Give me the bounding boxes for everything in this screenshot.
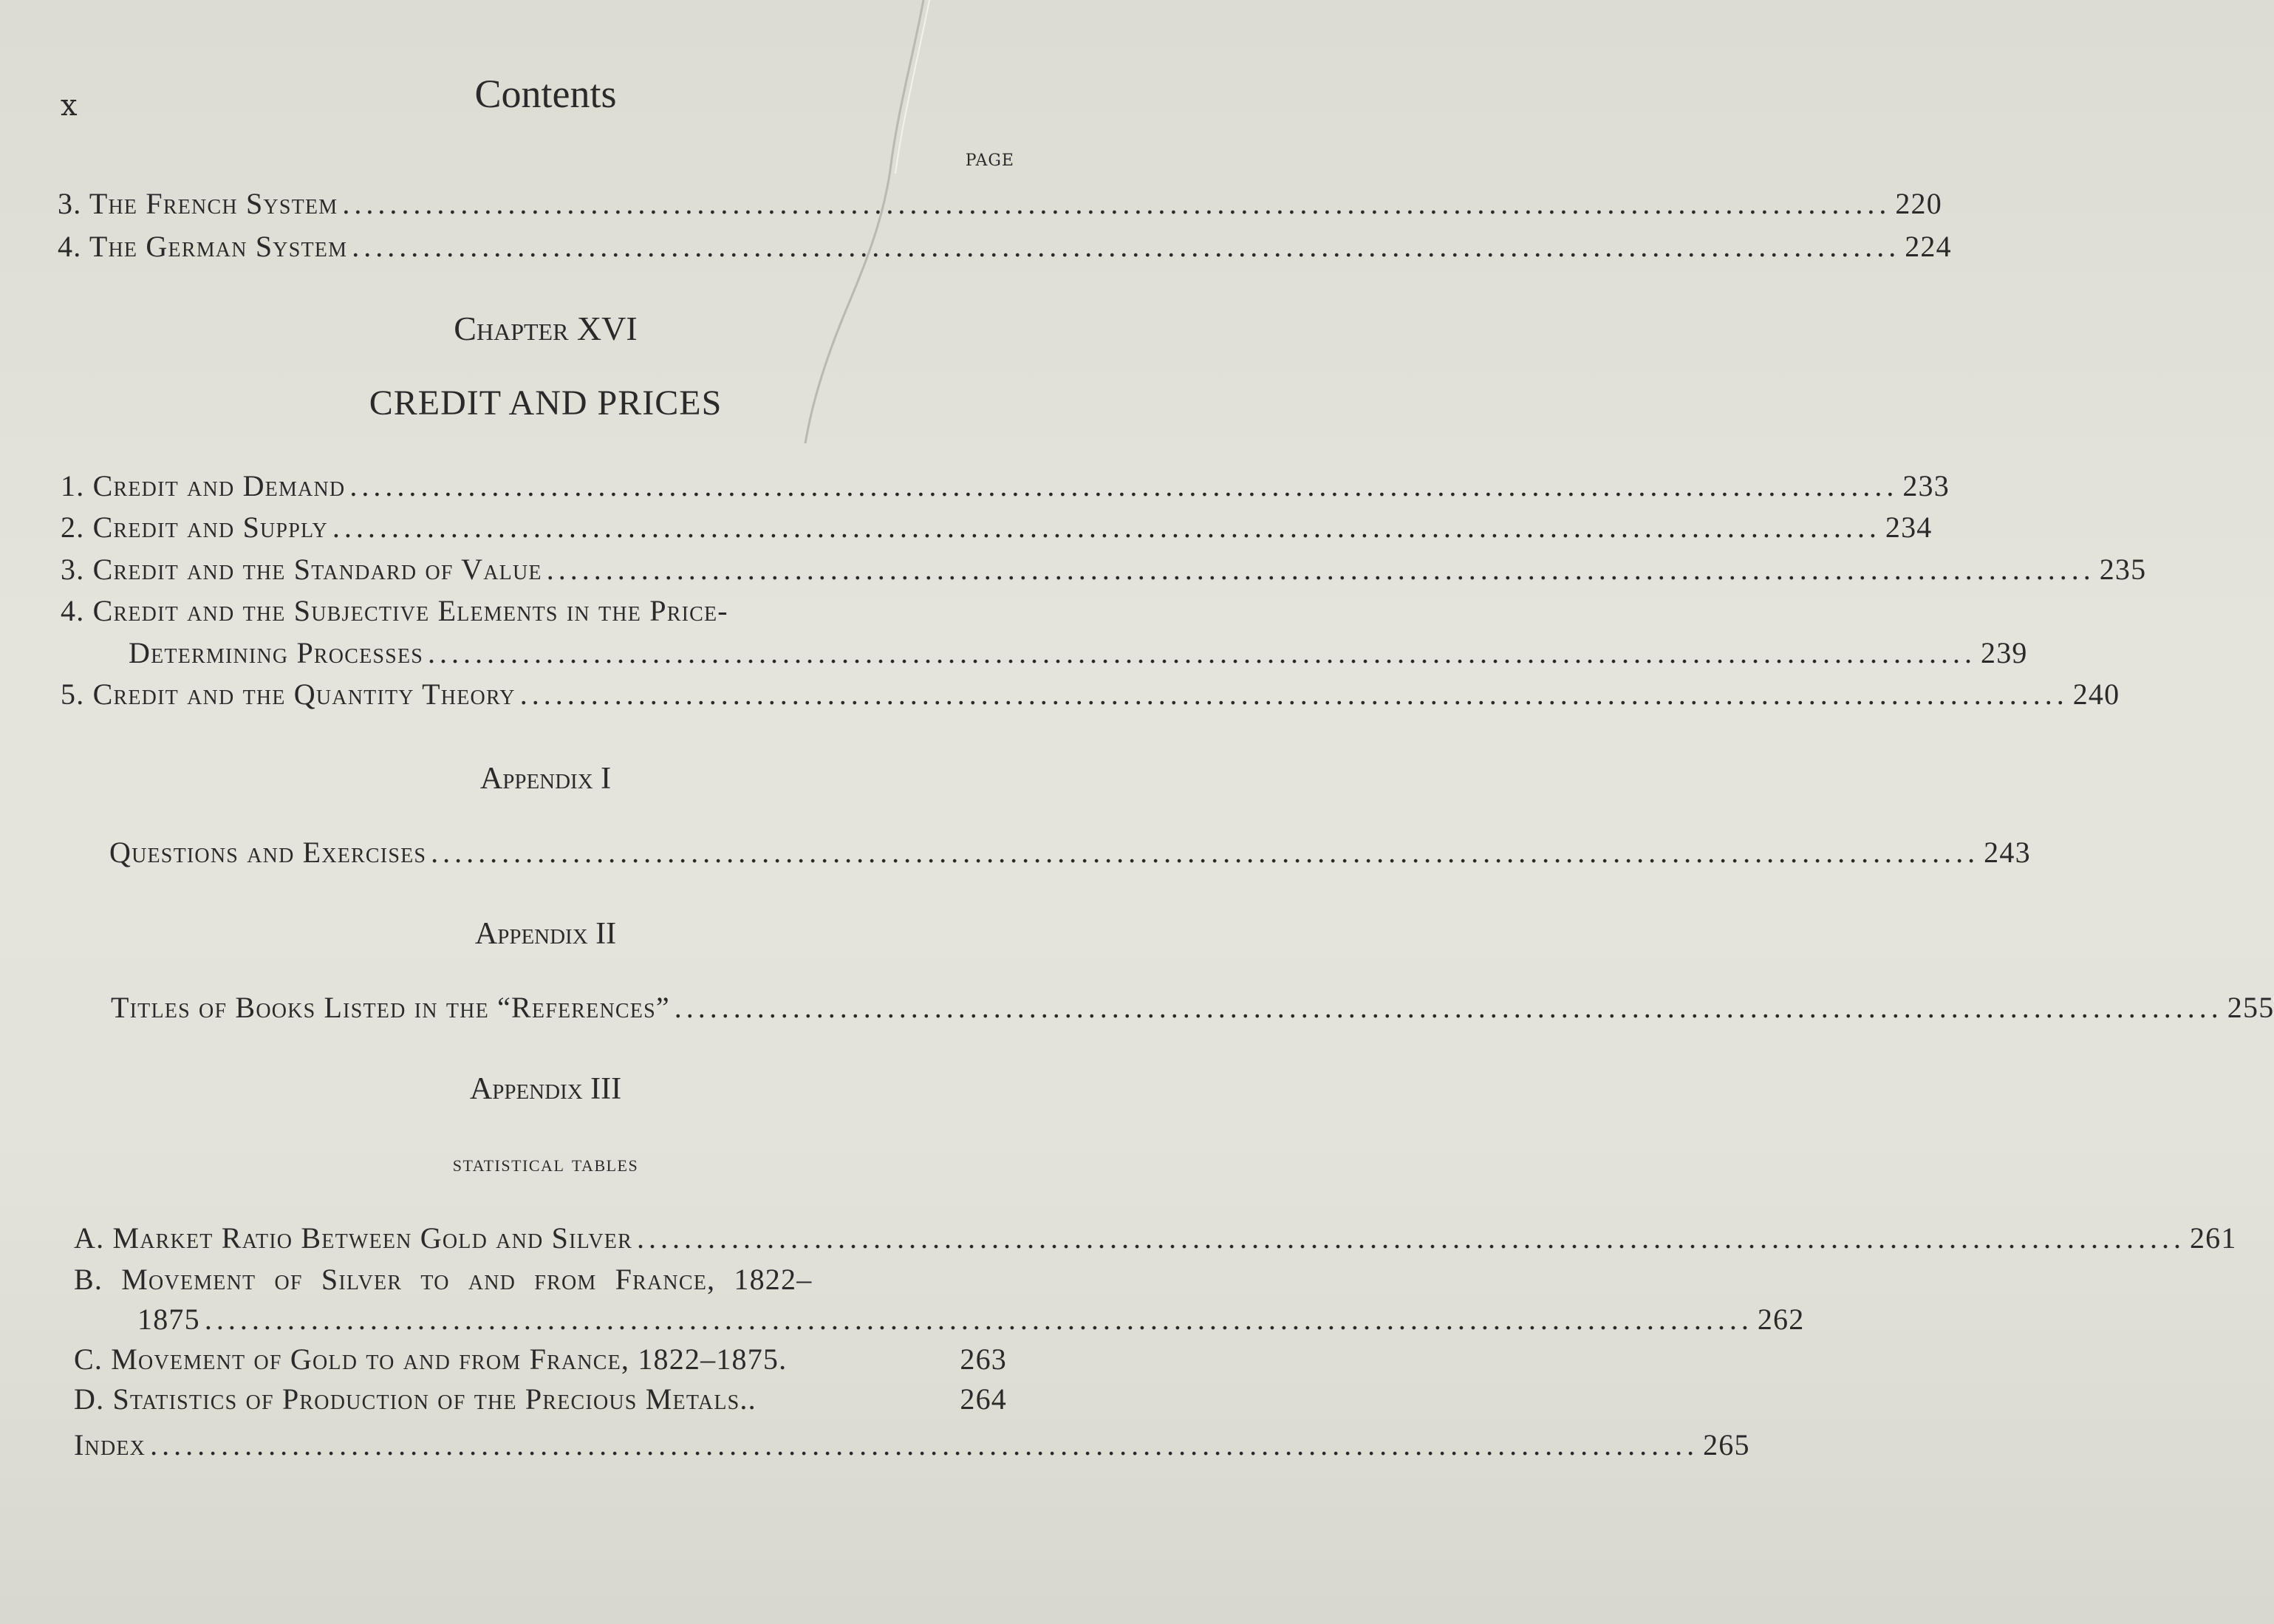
entry-label-line2: 1875 [137, 1303, 200, 1336]
entry-label: 3. Credit and the Standard of Value [61, 553, 542, 586]
entry-page: 239 [1981, 636, 2028, 669]
dot-leader: ................................................................................................................................... [352, 230, 1901, 263]
entry-label: Index [74, 1428, 146, 1461]
appendix-3-subheading: statistical tables [452, 1150, 639, 1176]
toc-entry [129, 635, 2028, 670]
entry-page: 264 [960, 1382, 1007, 1416]
entry-label: A. Market Ratio Between Gold and Silver [74, 1221, 632, 1255]
dot-leader: ................................................................................................................................... [674, 991, 2223, 1024]
toc-entry [74, 1342, 1007, 1376]
entry-page: 263 [960, 1342, 1007, 1376]
dot-leader: ................................................................................................................................... [519, 678, 2069, 711]
toc-entry [61, 677, 2120, 712]
dot-leader: ................................................................................................................................... [636, 1221, 2185, 1255]
appendix-2-label: Appendix II [474, 917, 617, 951]
chapter-label: Chapter XVI [454, 310, 638, 347]
entry-label: 3. The French System [58, 187, 338, 220]
entry-label: Questions and Exercises [109, 836, 427, 869]
toc-entry [61, 468, 1950, 503]
entry-page: 235 [2099, 553, 2147, 586]
dot-leader: ................................................................................................................................... [150, 1428, 1699, 1461]
toc-entry [74, 1221, 2237, 1255]
dot-leader: ................................................................................................................................... [546, 553, 2095, 586]
entry-page: 255 [2227, 991, 2274, 1024]
entry-page: 220 [1895, 187, 1942, 220]
dot-leader: ................................................................................................................................... [428, 636, 1977, 669]
running-head: Contents [474, 72, 617, 116]
entry-page: 233 [1902, 469, 1950, 502]
entry-page: 234 [1885, 511, 1933, 544]
entry-label: D. Statistics of Production of the Precious Metals.. [74, 1382, 757, 1416]
folio-number: x [61, 89, 78, 123]
dot-leader: ................................................................................................................................... [349, 469, 1899, 502]
entry-label: 5. Credit and the Quantity Theory [61, 678, 516, 711]
entry-label: 4. The German System [58, 230, 348, 263]
entry-page: 262 [1757, 1303, 1805, 1336]
toc-entry [137, 1302, 1805, 1337]
dot-leader: ................................................................................................................................... [342, 187, 1891, 220]
appendix-1-label: Appendix I [479, 762, 612, 796]
toc-entry [58, 186, 1942, 221]
toc-entry [74, 1427, 1750, 1462]
page-column-label: page [965, 145, 1014, 171]
entry-label-line1: B. Movement of Silver to and from France, 1822– [74, 1263, 813, 1296]
toc-entry [109, 835, 2031, 870]
appendix-3-label: Appendix III [469, 1072, 622, 1106]
toc-entry [111, 990, 2274, 1025]
entry-page: 240 [2072, 678, 2120, 711]
entry-page: 265 [1703, 1428, 1750, 1461]
dot-leader: ................................................................................................................................... [332, 511, 1881, 544]
toc-entry [74, 1382, 1007, 1416]
entry-label: 2. Credit and Supply [61, 511, 328, 544]
toc-entry [61, 552, 2147, 587]
entry-label-line1: 4. Credit and the Subjective Elements in the Price- [61, 594, 728, 627]
dot-leader: ................................................................................................................................... [204, 1303, 1753, 1336]
dot-leader: ................................................................................................................................... [431, 836, 1980, 869]
entry-label: Titles of Books Listed in the “References” [111, 991, 670, 1024]
chapter-title: CREDIT AND PRICES [369, 383, 723, 423]
toc-entry [61, 510, 1933, 545]
entry-page: 243 [1984, 836, 2031, 869]
entry-label-line2: Determining Processes [129, 636, 424, 669]
toc-entry [58, 229, 1952, 264]
entry-page: 224 [1905, 230, 1952, 263]
entry-label: 1. Credit and Demand [61, 469, 346, 502]
entry-page: 261 [2189, 1221, 2237, 1255]
entry-label: C. Movement of Gold to and from France, 1822–1875. [74, 1342, 788, 1376]
